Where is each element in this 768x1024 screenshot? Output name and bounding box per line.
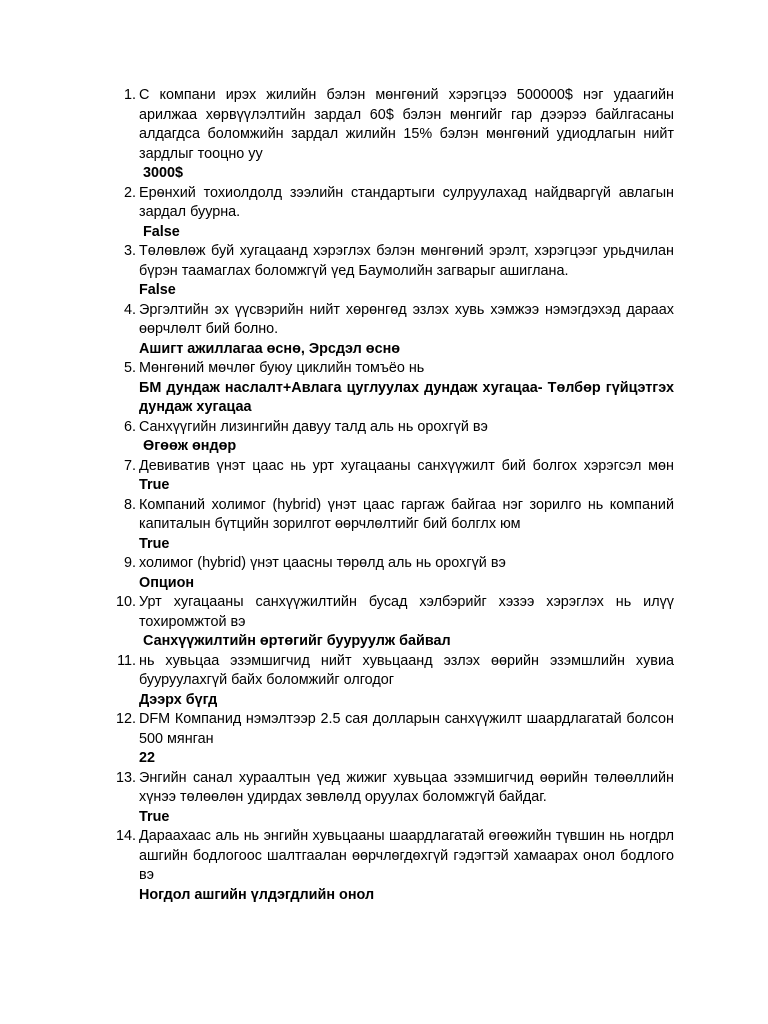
answer-text: True	[139, 808, 170, 825]
question-number: 7.	[123, 457, 136, 474]
question-number: 11.	[117, 652, 136, 669]
question-item-14	[112, 827, 674, 905]
question-number: 14.	[115, 828, 136, 844]
question-item-1	[112, 86, 674, 184]
question-number: 1.	[123, 87, 136, 103]
question-item-5	[112, 359, 674, 418]
answer-text: False	[143, 223, 180, 240]
question-text: С компани ирэх жилийн бэлэн мөнгөний хэрэгцээ 500000$ нэг удаагийн арилжаа хөрвүүлэлтийн зардал 60$ бэлэн мөнгийг гар дээрээ байлгасаны алдагдса боломжийн зардал жилийн 15% бэлэн мөнгөний удиодлагын нийт зардлыг тооцно уу	[139, 87, 674, 162]
answer-text: Ашигт ажиллагаа өснө, Эрсдэл өснө	[139, 340, 401, 357]
question-number: 13.	[115, 769, 136, 786]
answer-text: Санхүүжилтийн өртөгийг бууруулж байвал	[143, 633, 451, 649]
question-item-11	[112, 652, 674, 711]
question-text: Мөнгөний мөчлөг буюу циклийн томъёо нь	[139, 360, 425, 376]
answer-text: Өгөөж өндөр	[143, 438, 237, 454]
question-item-4	[112, 301, 674, 360]
question-item-8	[112, 496, 674, 555]
answer-text: 22	[139, 750, 156, 766]
question-text: холимог (hybrid) үнэт цаасны төрөлд аль нь орохгүй вэ	[139, 555, 506, 571]
question-number: 5.	[123, 360, 136, 376]
question-item-9	[112, 554, 674, 593]
question-number: 8.	[123, 496, 136, 513]
question-item-7	[112, 457, 674, 496]
question-number: 9.	[123, 555, 136, 571]
question-text: Санхүүгийн лизингийн давуу талд аль нь орохгүй вэ	[139, 418, 488, 435]
question-number: 12.	[115, 711, 136, 727]
question-number: 10.	[115, 594, 136, 610]
question-number: 6.	[123, 418, 136, 435]
question-item-3	[112, 242, 674, 301]
answer-text: True	[139, 477, 170, 493]
question-text: Компаний холимог (hybrid) үнэт цаас гаргаж байгаа нэг зорилго нь компаний капиталын бүтцийн зорилгот өөрчлөлтийг бий болглх юм	[139, 496, 674, 532]
question-text: DFM Компанид нэмэлтээр 2.5 сая долларын санхүүжилт шаардлагатай болсон 500 мянган	[139, 711, 674, 747]
question-item-10	[112, 593, 674, 652]
answer-text: False	[139, 282, 176, 298]
question-text: нь хувьцаа эзэмшигчид нийт хувьцаанд эзлэх өөрийн эзэмшлийн хувиа бууруулахгүй байх боломжийг олгодог	[139, 652, 674, 688]
question-list	[112, 86, 674, 905]
question-item-2	[112, 184, 674, 243]
answer-text: 3000$	[143, 165, 184, 181]
question-number: 2.	[123, 184, 136, 201]
question-text: Төлөвлөж буй хугацаанд хэрэглэх бэлэн мөнгөний эрэлт, хэрэгцээг урьдчилан бүрэн таамаглах боломжгүй үед Баумолийн загварыг ашиглана.	[139, 243, 674, 279]
question-item-6	[112, 418, 674, 457]
answer-text: Дээрх бүгд	[139, 691, 218, 708]
question-text: Урт хугацааны санхүүжилтийн бусад хэлбэрийг хэзээ хэрэглэх нь илүү тохиромжтой вэ	[139, 594, 674, 630]
question-text: Ерөнхий тохиолдолд зээлийн стандартыги сулруулахад найдваргүй авлагын зардал буурна.	[139, 184, 674, 220]
answer-text: Ногдол ашгийн үлдэгдлийн онол	[139, 886, 375, 903]
question-text: Эргэлтийн эх үүсвэрийн нийт хөрөнгөд эзлэх хувь хэмжээ нэмэгдэхэд дараах өөрчлөлт бий болно.	[139, 301, 674, 337]
question-text: Дараахаас аль нь энгийн хувьцааны шаардлагатай өгөөжийн түвшин нь ногдрл ашгийн бодлогоос шалтгаалан өөрчлөгдөхгүй гэдэгтэй хамаарах онол бодлого вэ	[139, 828, 674, 883]
answer-text: Опцион	[139, 574, 195, 591]
question-text	[139, 457, 674, 496]
question-text-content: Девиватив үнэт цаас нь урт хугацааны санхүүжилт бий болгох хэрэгсэл мөн	[139, 457, 674, 474]
answer-text: БМ дундаж наслалт+Авлага цуглуулах дундаж хугацаа- Төлбөр гүйцэтгэх дундаж хугацаа	[139, 379, 674, 415]
question-item-12	[112, 710, 674, 769]
question-text: Энгийн санал хураалтын үед жижиг хувьцаа эзэмшигчид өөрийн төлөөллийн хүнээ төлөөлөн удирдах зөвлөлд оруулах боломжгүй байдаг.	[139, 769, 674, 805]
question-item-13	[112, 769, 674, 828]
question-number: 4.	[123, 301, 136, 318]
question-number: 3.	[123, 243, 136, 259]
answer-text: True	[139, 535, 170, 552]
